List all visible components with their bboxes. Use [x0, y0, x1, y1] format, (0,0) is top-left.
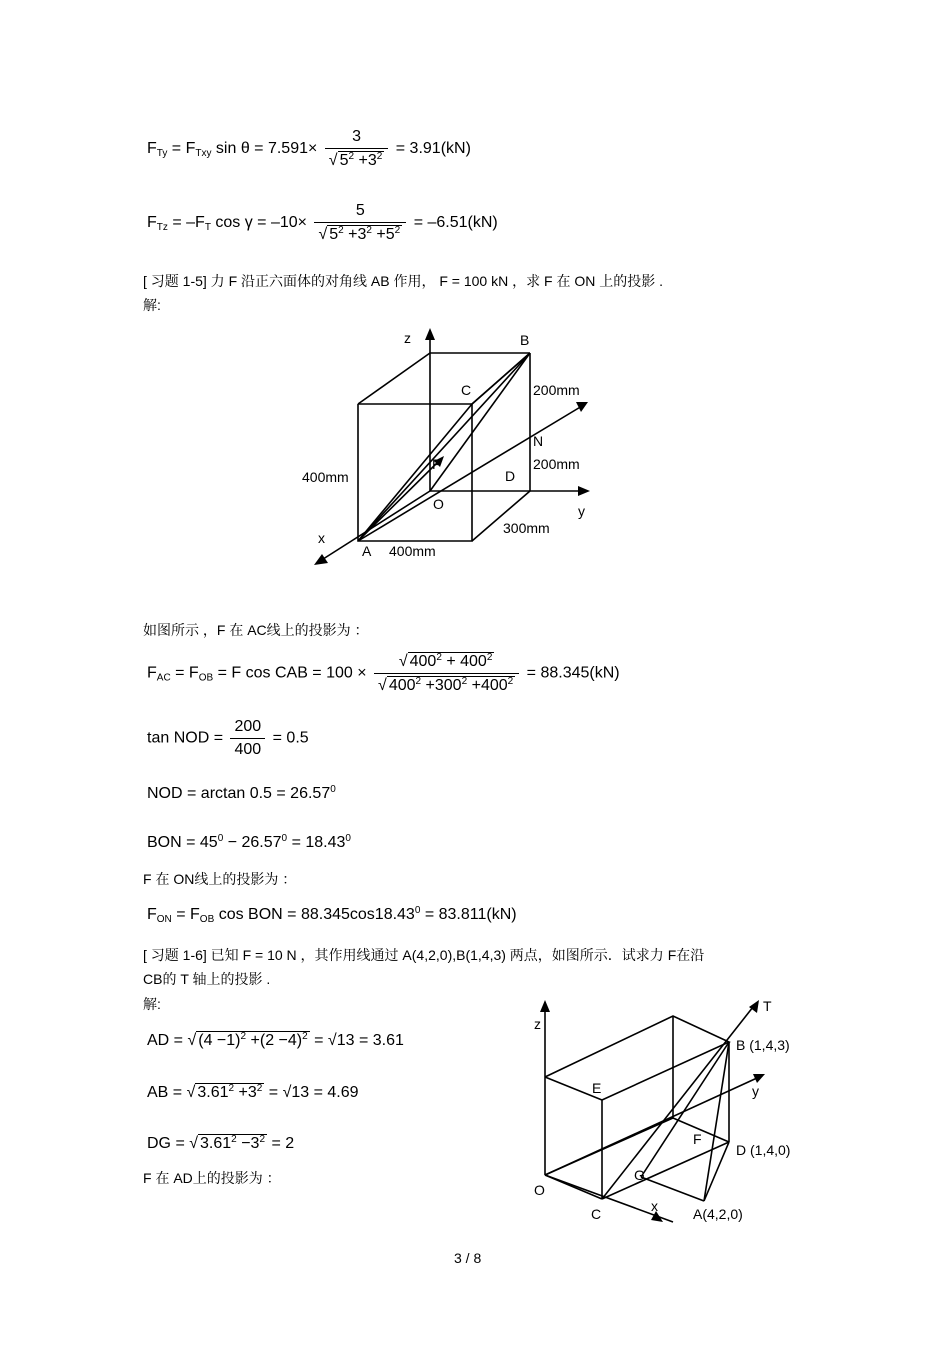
solution-label: 解:	[143, 297, 161, 313]
equation-bon: BON = $45^0 - 26.57^0 = 18.43^0$	[147, 833, 351, 851]
label-d-2: D (1,4,0)	[736, 1142, 791, 1158]
problem-1-6-statement-cont: CB的 T 轴上的投影 .	[143, 971, 271, 987]
box-figure	[0, 990, 950, 1230]
dim-400mm-left: 400mm	[302, 469, 349, 485]
page-number: 3 / 8	[454, 1250, 482, 1266]
equation-fac: $F_{AC} = F_{OB} = F$ cos CAB = 100 × $\frac{√ 400^2 + 400^2}{√ 400^2 +300^2 +400^2}$ = 88.345(kN)	[147, 652, 620, 694]
label-f-2: F	[693, 1131, 702, 1147]
label-g: G	[634, 1167, 645, 1183]
text-projection-on: F 在 ON线上的投影为 ：	[143, 871, 297, 887]
label-d: D	[505, 468, 516, 484]
equation-fon: $F_{ON} = F_{OB}$ cos BON = $88.345\cos 18.43^0 = 83.811(kN)$	[147, 905, 517, 925]
dim-200mm-bottom: 200mm	[533, 456, 580, 472]
dim-200mm-top: 200mm	[533, 382, 580, 398]
label-z: z	[404, 330, 411, 346]
cube-figure	[0, 0, 950, 600]
label-y-2: y	[752, 1083, 759, 1099]
label-b: B	[520, 332, 530, 348]
problem-1-5-statement: [ 习题 1-5] 力 F 沿正六面体的对角线 AB 作用， F = 100 kN ，求 F 在 ON 上的投影 .	[143, 273, 664, 289]
label-o-2: O	[534, 1182, 545, 1198]
label-f: F	[432, 456, 441, 472]
label-x-2: x	[651, 1198, 658, 1214]
label-b-2: B (1,4,3)	[736, 1037, 790, 1053]
label-y: y	[578, 503, 585, 519]
text-projection-ac: 如图所示 ，F 在 AC线上的投影为 ：	[143, 622, 369, 638]
label-t: T	[763, 998, 772, 1014]
equation-tan-nod: tan NOD = $\frac{200}{400}$ = 0.5	[147, 718, 309, 758]
equation-ab: AB = √ $3.61^2 +3^2 = √13 = 4.69$	[147, 1083, 359, 1101]
equation-ad: AD = √ $(4 -1)^2 +(2 -4)^2 = √13 = 3.61$	[147, 1031, 404, 1049]
dim-300mm: 300mm	[503, 520, 550, 536]
label-a: A	[362, 543, 372, 559]
label-c: C	[461, 382, 472, 398]
label-n: N	[533, 433, 544, 449]
label-c-2: C	[591, 1206, 602, 1222]
solution-label-2: 解:	[143, 996, 161, 1012]
equation-nod: NOD = $\arctan 0.5 = 26.57^0$	[147, 784, 336, 802]
label-o: O	[433, 496, 444, 512]
label-e: E	[592, 1080, 602, 1096]
label-z-2: z	[534, 1016, 541, 1032]
problem-1-6-statement: [ 习题 1-6] 已知 F = 10 N ，其作用线通过 A(4,2,0),B(1,4,3) 两点，如图所示．试求力 F在沿	[143, 947, 705, 963]
dim-400mm-bottom: 400mm	[389, 543, 436, 559]
text-projection-ad: F 在 AD上的投影为 ：	[143, 1170, 281, 1186]
equation-dg: DG = √ $3.61^2 -3^2 = 2$	[147, 1134, 295, 1152]
label-x: x	[318, 530, 325, 546]
equation-fty: $F_{Ty} = F_{Txy}$ sin θ = 7.591× $\frac{3}{√ 5^2 +3^2}$ = 3.91(kN)	[147, 128, 471, 169]
equation-ftz: $F_{Tz} = -F_T$ cos γ = –10× $\frac{5}{√ 5^2 +3^2 +5^2}$ = –6.51(kN)	[147, 202, 498, 243]
label-a-2: A(4,2,0)	[693, 1206, 743, 1222]
